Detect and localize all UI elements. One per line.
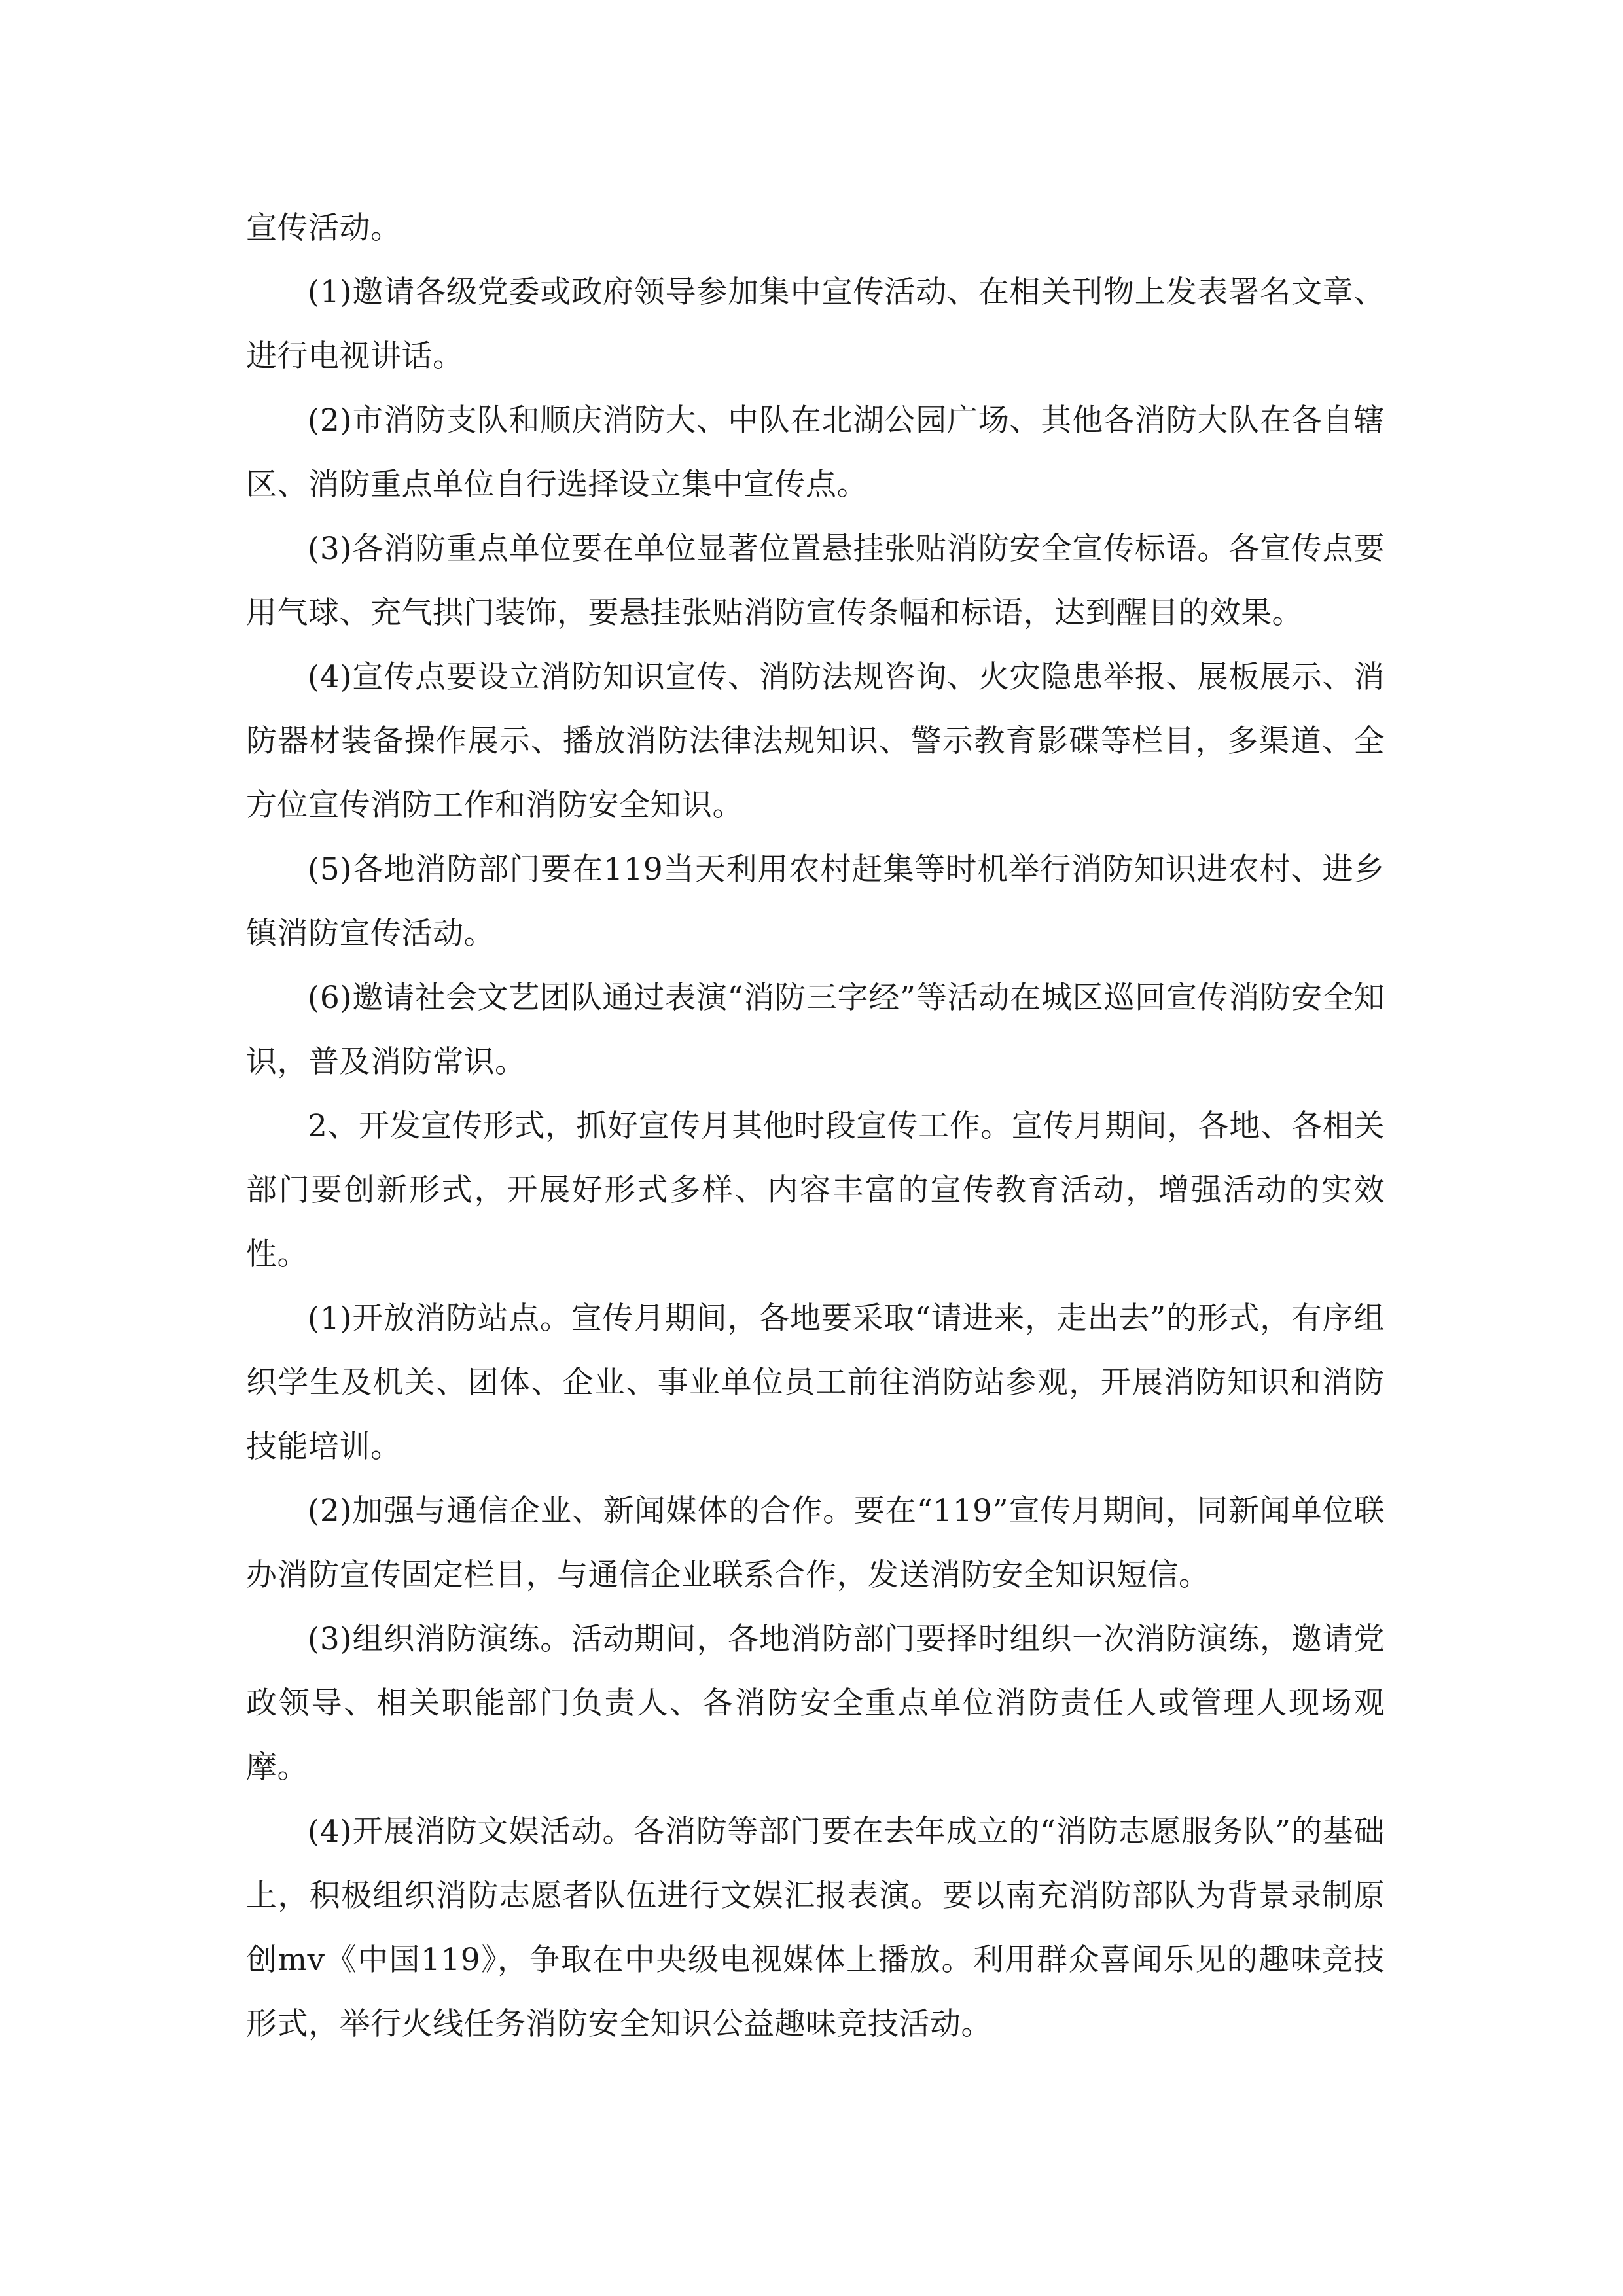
paragraph-item-2: (2)市消防支队和顺庆消防大、中队在北湖公园广场、其他各消防大队在各自辖区、消防重点单位自行选择设立集中宣传点。	[246, 403, 1385, 503]
paragraph-subitem-1: (1)开放消防站点。宣传月期间，各地要采取“请进来，走出去”的形式，有序组织学生及机关、团体、企业、事业单位员工前往消防站参观，开展消防知识和消防技能培训。	[246, 1300, 1385, 1465]
paragraph-subitem-3: (3)组织消防演练。活动期间，各地消防部门要择时组织一次消防演练，邀请党政领导、相关职能部门负责人、各消防安全重点单位消防责任人或管理人现场观摩。	[246, 1621, 1385, 1785]
paragraph-item-3: (3)各消防重点单位要在单位显著位置悬挂张贴消防安全宣传标语。各宣传点要用气球、充气拱门装饰，要悬挂张贴消防宣传条幅和标语，达到醒目的效果。	[246, 531, 1385, 631]
paragraph-item-6: (6)邀请社会文艺团队通过表演“消防三字经”等活动在城区巡回宣传消防安全知识，普及消防常识。	[246, 980, 1385, 1080]
paragraph-continuation: 宣传活动。	[246, 210, 402, 246]
paragraph-subitem-4: (4)开展消防文娱活动。各消防等部门要在去年成立的“消防志愿服务队”的基础上，积极组织消防志愿者队伍进行文娱汇报表演。要以南充消防部队为背景录制原创mv《中国119》，争取在中央级电视媒体上播放。利用群众喜闻乐见的趣味竞技形式，举行火线任务消防安全知识公益趣味竞技活动。	[246, 1814, 1385, 2042]
paragraph-item-1: (1)邀请各级党委或政府领导参加集中宣传活动、在相关刊物上发表署名文章、进行电视讲话。	[246, 274, 1385, 374]
document-body	[246, 196, 1385, 2056]
paragraph-section-2: 2、开发宣传形式，抓好宣传月其他时段宣传工作。宣传月期间，各地、各相关部门要创新形式，开展好形式多样、内容丰富的宣传教育活动，增强活动的实效性。	[246, 1108, 1385, 1272]
paragraph-subitem-2: (2)加强与通信企业、新闻媒体的合作。要在“119”宣传月期间，同新闻单位联办消防宣传固定栏目，与通信企业联系合作，发送消防安全知识短信。	[246, 1493, 1385, 1593]
paragraph-item-4: (4)宣传点要设立消防知识宣传、消防法规咨询、火灾隐患举报、展板展示、消防器材装备操作展示、播放消防法律法规知识、警示教育影碟等栏目，多渠道、全方位宣传消防工作和消防安全知识。	[246, 659, 1385, 823]
paragraph-item-5: (5)各地消防部门要在119当天利用农村赶集等时机举行消防知识进农村、进乡镇消防宣传活动。	[246, 852, 1385, 952]
